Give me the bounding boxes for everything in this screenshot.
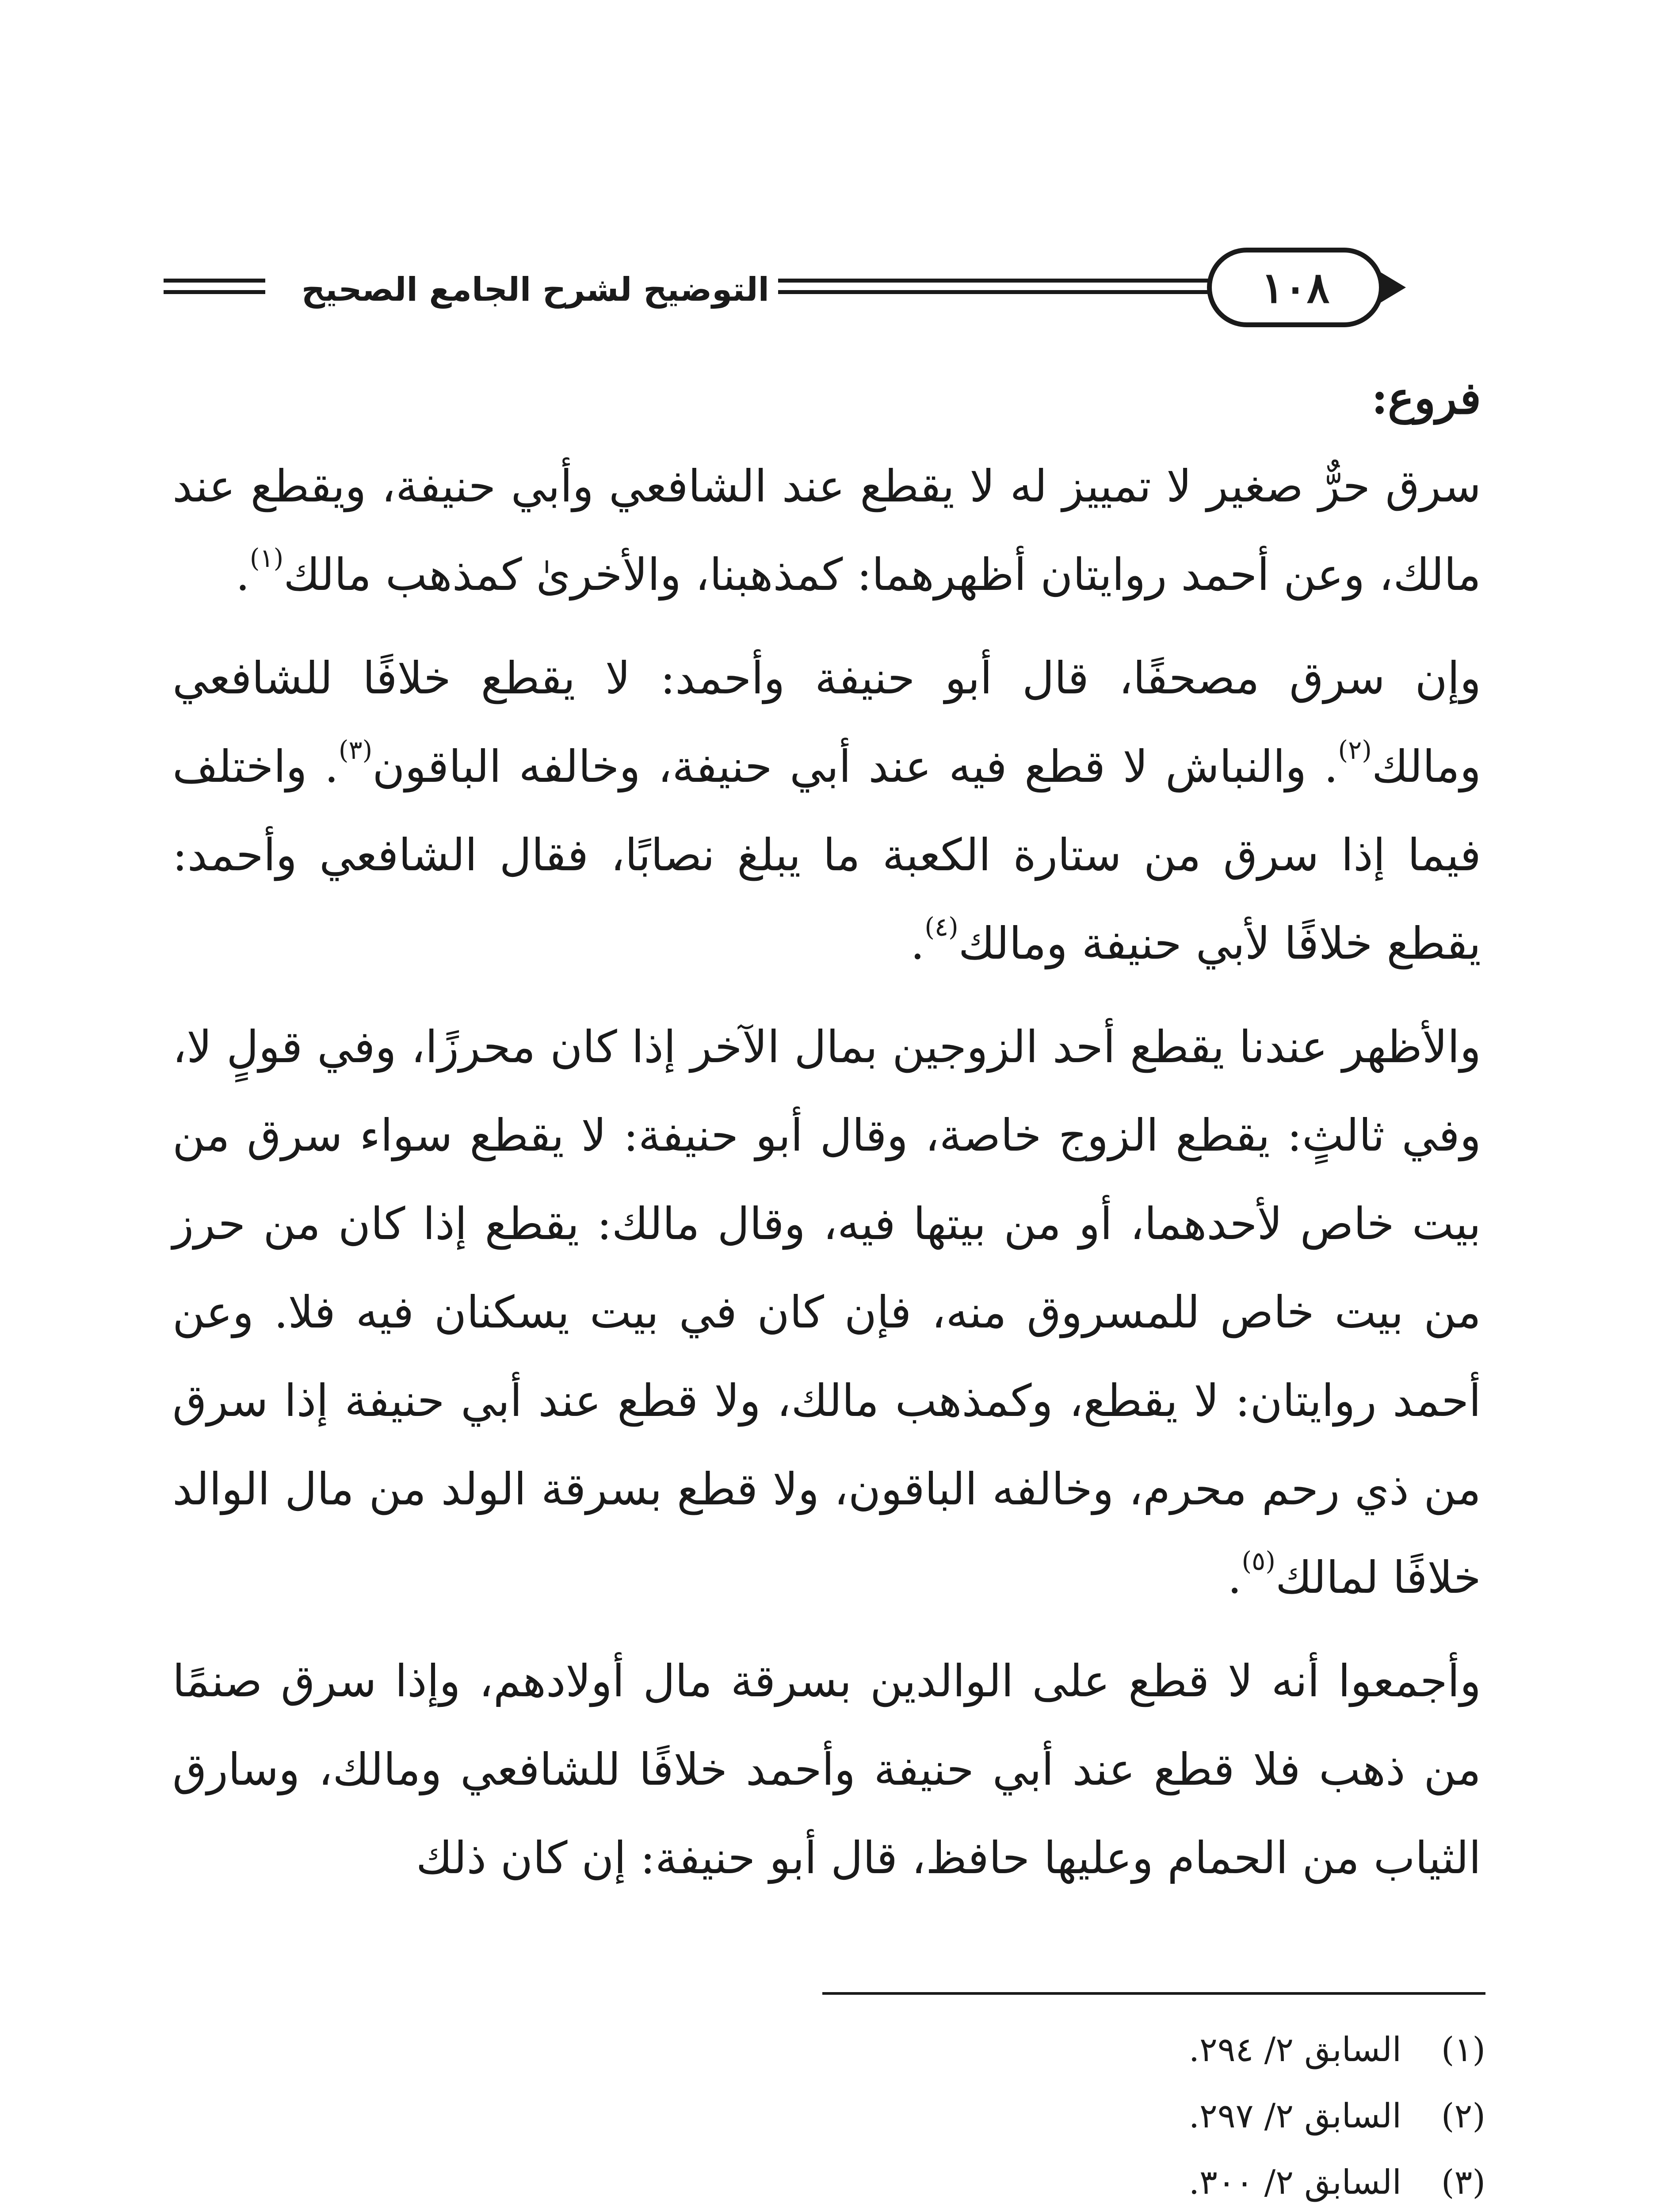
footnote-item — [336, 2083, 1485, 2149]
footnote-number: (٣) — [1441, 2162, 1485, 2202]
footnote-text: السابق ٢/ ٢٩٤. — [1188, 2030, 1401, 2069]
running-title: التوضيح لشرح الجامع الصحيح — [301, 271, 769, 309]
paragraph-text: . والنباش لا قطع فيه عند أبي حنيفة، وخالفه الباقون — [372, 741, 1338, 792]
header-rule-left — [164, 279, 265, 283]
footnote-item — [336, 2016, 1485, 2083]
paragraph — [172, 442, 1481, 619]
paragraph-text: . — [1227, 1552, 1242, 1603]
footnote-separator — [822, 1992, 1485, 1995]
header-rule-left — [164, 290, 265, 294]
page-header — [164, 248, 1494, 336]
footnote-ref: (٢) — [1338, 734, 1372, 765]
footnote-number: (١) — [1441, 2030, 1485, 2069]
footnote-item — [336, 2149, 1485, 2211]
footnote-text: السابق ٢/ ٢٩٧. — [1188, 2096, 1401, 2135]
paragraph — [172, 1637, 1481, 1902]
page-number: ١٠٨ — [1207, 248, 1384, 327]
paragraph — [172, 634, 1481, 988]
paragraph-text: وإن سرق مصحفًا، قال أبو حنيفة وأحمد: لا يقطع خلافًا للشافعي ومالك — [172, 652, 1481, 792]
footnote-ref: (٣) — [338, 734, 373, 765]
footnote-ref: (٥) — [1241, 1545, 1275, 1576]
paragraph-text: . واختلف فيما إذا سرق من ستارة الكعبة ما يبلغ نصابًا، فقال الشافعي وأحمد: يقطع خلافًا لأبي حنيفة ومالك — [172, 741, 1481, 969]
footnote-ref: (٤) — [924, 911, 958, 942]
paragraph-text: وأجمعوا أنه لا قطع على الوالدين بسرقة مال أولادهم، وإذا سرق صنمًا من ذهب فلا قطع عند أبي حنيفة وأحمد خلافًا للشافعي ومالك، وسارق الثياب من الحمام وعليها حافظ، قال أبو حنيفة: إن كان ذلك — [172, 1655, 1481, 1884]
footnote-number: (٢) — [1441, 2096, 1485, 2135]
footnotes — [336, 2016, 1485, 2211]
footnote-ref: (١) — [249, 543, 284, 573]
paragraph-text: . — [910, 918, 925, 969]
paragraph-text: . — [236, 549, 250, 601]
main-text — [172, 354, 1481, 1902]
section-heading: فروع: — [1371, 372, 1481, 424]
paragraph — [172, 1003, 1481, 1622]
footnote-text: السابق ٢/ ٣٠٠. — [1188, 2162, 1401, 2202]
paragraph-text: والأظهر عندنا يقطع أحد الزوجين بمال الآخر إذا كان محرزًا، وفي قولٍ لا، وفي ثالثٍ: يقطع الزوج خاصة، وقال أبو حنيفة: لا يقطع سواء سرق من بيت خاص لأحدهما، أو من بيتها فيه، وقال مالك: يقطع إذا كان من حرز من بيت خاص للمسروق منه، فإن كان في بيت يسكنان فيه فلا. وعن أحمد روايتان: لا يقطع، وكمذهب مالك، ولا قطع عند أبي حنيفة إذا سرق من ذي رحم محرم، وخالفه الباقون، ولا قطع بسرقة الولد من مال الوالد خلافًا لمالك — [172, 1021, 1481, 1603]
paragraph-text: سرق حرٌّ صغير لا تمييز له لا يقطع عند الشافعي وأبي حنيفة، ويقطع عند مالك، وعن أحمد روايتان أظهرهما: كمذهبنا، والأخرىٰ كمذهب مالك — [172, 460, 1481, 601]
